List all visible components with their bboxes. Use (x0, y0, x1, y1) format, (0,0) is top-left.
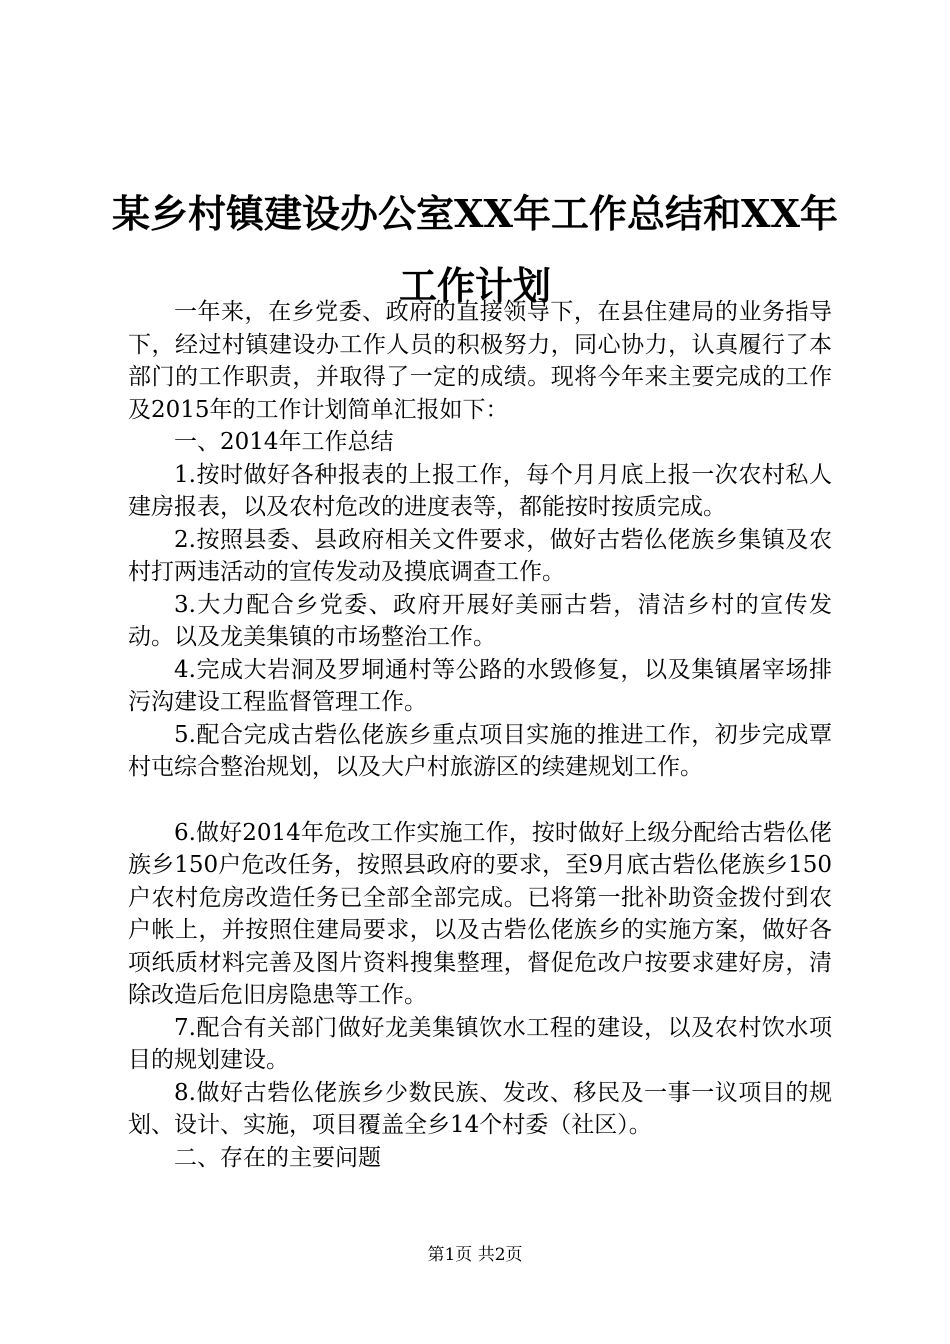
paragraph-intro: 一年来，在乡党委、政府的直接领导下，在县住建局的业务指导下，经过村镇建设办工作人员的积极努力，同心协力，认真履行了本部门的工作职责，并取得了一定的成绩。现将今年来主要完成的工作及2015年的工作计划简单汇报如下： (128, 299, 832, 423)
document-body (128, 296, 832, 1174)
paragraph-item-4: 4.完成大岩洞及罗垌通村等公路的水毁修复，以及集镇屠宰场排污沟建设工程监督管理工作。 (128, 656, 832, 715)
section-heading-summary: 一、2014年工作总结 (174, 429, 394, 455)
paragraph-item-8: 8.做好古砦仫佬族乡少数民族、发改、移民及一事一议项目的规划、设计、实施，项目覆盖全乡14个村委（社区）。 (128, 1079, 832, 1138)
paragraph-item-6: 6.做好2014年危改工作实施工作，按时做好上级分配给古砦仫佬族乡150户危改任务，按照县政府的要求，至9月底古砦仫佬族乡150户农村危房改造任务已全部全部完成。已将第一批补助资金拨付到农户帐上，并按照住建局要求，以及古砦仫佬族乡的实施方案，做好各项纸质材料完善及图片资料搜集整理，督促危改户按要求建好房，清除改造后危旧房隐患等工作。 (128, 819, 832, 1008)
paragraph-item-7: 7.配合有关部门做好龙美集镇饮水工程的建设，以及农村饮水项目的规划建设。 (128, 1014, 832, 1073)
page-footer: 第1页 共2页 (427, 1245, 523, 1265)
paragraph-spacer (128, 784, 832, 817)
paragraph-item-5: 5.配合完成古砦仫佬族乡重点项目实施的推进工作，初步完成覃村屯综合整治规划，以及大户村旅游区的续建规划工作。 (128, 721, 832, 780)
section-heading-problems: 二、存在的主要问题 (174, 1144, 381, 1171)
paragraph-item-3: 3.大力配合乡党委、政府开展好美丽古砦，清洁乡村的宣传发动。以及龙美集镇的市场整治工作。 (128, 591, 832, 650)
document-title: 某乡村镇建设办公室XX年工作总结和XX年工作计划 (112, 191, 838, 308)
paragraph-item-2: 2.按照县委、县政府相关文件要求，做好古砦仫佬族乡集镇及农村打两违活动的宣传发动及摸底调查工作。 (128, 526, 832, 585)
paragraph-item-1: 1.按时做好各种报表的上报工作，每个月月底上报一次农村私人建房报表，以及农村危改的进度表等，都能按时按质完成。 (128, 461, 832, 520)
